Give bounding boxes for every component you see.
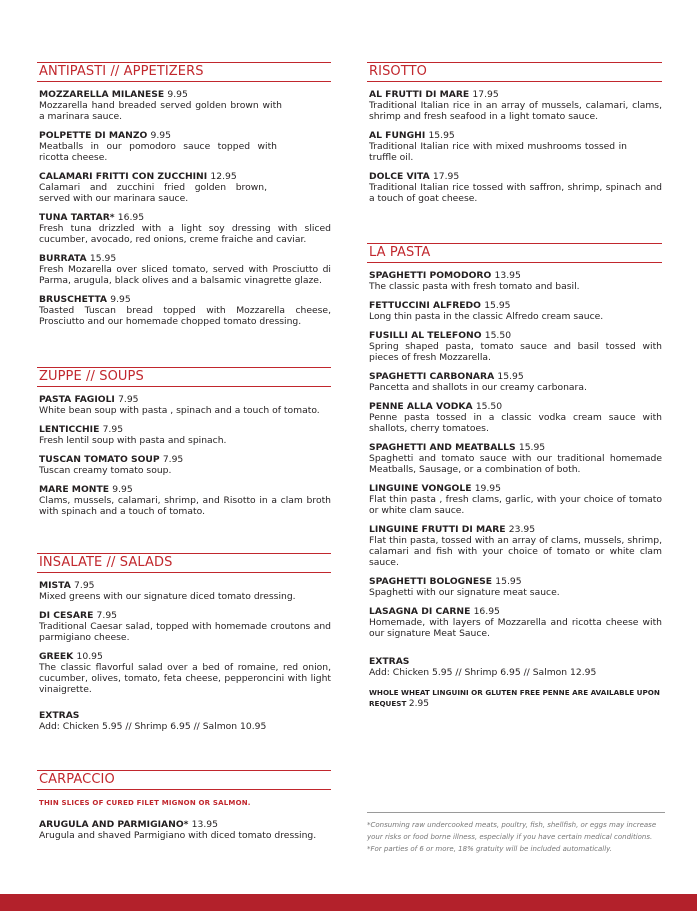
section-header	[37, 553, 331, 573]
disclaimer	[367, 812, 665, 855]
item-price: 7.95	[102, 424, 124, 435]
item-description: Fresh lentil soup with pasta and spinach.	[39, 435, 227, 446]
item-description: The classic flavorful salad over a bed of romaine, red onion, cucumber, olives, tomato, feta cheese, pepperoncini with light vinaigrette.	[39, 662, 331, 695]
item-description: Traditional Italian rice with mixed mushrooms tossed in truffle oil.	[369, 141, 627, 163]
menu-item	[37, 580, 331, 602]
menu-item	[37, 424, 331, 446]
extras-title: EXTRAS	[369, 656, 410, 667]
menu-item	[367, 606, 662, 639]
section-header	[367, 62, 662, 82]
item-name: LINGUINE VONGOLE	[369, 483, 472, 494]
item-price: 9.95	[112, 484, 133, 495]
item-name: TUNA TARTAR*	[39, 212, 115, 223]
item-description: Clams, mussels, calamari, shrimp, and Risotto in a clam broth with spinach and a touch of tomato.	[39, 495, 331, 517]
item-description: Traditional Italian rice tossed with saffron, shrimp, spinach and a touch of goat cheese.	[369, 182, 662, 204]
menu-item	[367, 130, 662, 163]
item-description: Homemade, with layers of Mozzarella and ricotta cheese with our signature Meat Sauce.	[369, 617, 662, 639]
menu-item	[367, 89, 662, 122]
menu-item	[37, 394, 331, 416]
menu-item	[367, 576, 662, 598]
item-description: Fresh Mozarella over sliced tomato, served with Prosciutto di Parma, arugula, black olives and a balsamic vinagrette glaze.	[39, 264, 331, 286]
item-name: AL FUNGHI	[369, 130, 426, 141]
menu-item	[367, 401, 662, 434]
section-header	[367, 243, 662, 263]
item-price: 13.95	[191, 819, 218, 830]
item-price: 9.95	[167, 89, 188, 100]
menu-item	[367, 270, 662, 292]
menu-item	[37, 212, 331, 245]
menu-item	[37, 651, 331, 695]
menu-item	[367, 442, 662, 475]
menu-item	[367, 483, 662, 516]
menu-item	[367, 371, 662, 393]
item-price: 15.95	[484, 300, 511, 311]
item-description: Traditional Italian rice in an array of mussels, calamari, clams, shrimp and fresh seafood in a light tomato sauce.	[369, 100, 662, 122]
item-price: 16.95	[117, 212, 145, 223]
item-name: LENTICCHIE	[39, 424, 100, 435]
footer-bar	[0, 894, 697, 911]
item-name: DI CESARE	[39, 610, 94, 621]
pasta-note	[367, 687, 662, 710]
item-description: Arugula and shaved Parmigiano with diced tomato dressing.	[39, 830, 317, 841]
menu-item	[37, 294, 331, 327]
item-description: Calamari and zucchini fried golden brown, served with our marinara sauce.	[39, 182, 267, 204]
item-price: 15.95	[518, 442, 546, 453]
item-price: 15.95	[428, 130, 455, 141]
item-description: Meatballs in our pomodoro sauce topped with ricotta cheese.	[39, 141, 277, 163]
item-description: Mozzarella hand breaded served golden brown with a marinara sauce.	[39, 100, 282, 122]
section-header	[37, 62, 331, 82]
extras-description: Add: Chicken 5.95 // Shrimp 6.95 // Salmon 12.95	[369, 667, 597, 678]
item-name: ARUGULA AND PARMIGIANO*	[39, 819, 189, 830]
item-name: BRUSCHETTA	[39, 294, 108, 305]
item-price: 17.95	[472, 89, 499, 100]
menu-item	[367, 171, 662, 204]
extras-block	[37, 710, 331, 732]
section-header	[37, 770, 331, 790]
item-name: FETTUCCINI ALFREDO	[369, 300, 481, 311]
item-price: 7.95	[74, 580, 95, 591]
section-title: CARPACCIO	[39, 772, 115, 787]
item-name: PENNE ALLA VODKA	[369, 401, 473, 412]
menu-item	[37, 484, 331, 517]
item-description: Pancetta and shallots in our creamy carbonara.	[369, 382, 587, 393]
section-title: ZUPPE // SOUPS	[39, 369, 144, 384]
section-risotto	[367, 62, 662, 204]
item-description: Tuscan creamy tomato soup.	[39, 465, 172, 476]
item-name: LASAGNA DI CARNE	[369, 606, 471, 617]
section-pasta	[367, 243, 662, 710]
item-price: 12.95	[210, 171, 237, 182]
item-price: 13.95	[494, 270, 521, 281]
item-price: 10.95	[76, 651, 103, 662]
menu-item	[37, 819, 331, 841]
item-description: Penne pasta tossed in a classic vodka cream sauce with shallots, cherry tomatoes.	[369, 412, 662, 434]
section-title: LA PASTA	[369, 245, 431, 260]
section-title: RISOTTO	[369, 64, 427, 79]
disclaimer-gratuity: *For parties of 6 or more, 18% gratuity will be included automatically.	[367, 845, 612, 853]
item-price: 16.95	[473, 606, 500, 617]
item-price: 7.95	[96, 610, 118, 621]
item-name: LINGUINE FRUTTI DI MARE	[369, 524, 506, 535]
menu-item	[37, 130, 331, 163]
item-price: 15.50	[484, 330, 512, 341]
menu-item	[367, 300, 662, 322]
item-description: Spring shaped pasta, tomato sauce and basil tossed with pieces of fresh Mozzarella.	[369, 341, 662, 363]
item-description: Flat thin pasta, tossed with an array of clams, mussels, shrimp, calamari and fish with your choice of tomato or white clam sauce.	[369, 535, 662, 568]
section-insalate	[37, 553, 331, 732]
item-description: Mixed greens with our signature diced tomato dressing.	[39, 591, 296, 602]
item-price: 23.95	[508, 524, 536, 535]
section-title: ANTIPASTI // APPETIZERS	[39, 64, 204, 79]
item-name: MOZZARELLA MILANESE	[39, 89, 165, 100]
item-name: GREEK	[39, 651, 74, 662]
item-price: 9.95	[110, 294, 131, 305]
menu-item	[37, 610, 331, 643]
item-description: Spaghetti with our signature meat sauce.	[369, 587, 560, 598]
item-price: 7.95	[162, 454, 184, 465]
item-description: Traditional Caesar salad, topped with homemade croutons and parmigiano cheese.	[39, 621, 331, 643]
menu-item	[367, 524, 662, 568]
item-description: Toasted Tuscan bread topped with Mozzarella cheese, Prosciutto and our homemade chopped tomato dressing.	[39, 305, 331, 327]
section-header	[37, 367, 331, 387]
item-price: 15.95	[89, 253, 117, 264]
item-description: Spaghetti and tomato sauce with our traditional homemade Meatballs, Sausage, or a combination of both.	[369, 453, 662, 475]
item-name: MISTA	[39, 580, 71, 591]
section-antipasti	[37, 62, 331, 327]
item-price: 15.95	[495, 576, 522, 587]
item-description: Flat thin pasta , fresh clams, garlic, with your choice of tomato or white clam sauce.	[369, 494, 662, 516]
item-description: Fresh tuna drizzled with a light soy dressing with sliced cucumber, avocado, red onions, creme fraiche and caviar.	[39, 223, 331, 245]
pasta-note-text: WHOLE WHEAT LINGUINI OR GLUTEN FREE PENNE ARE AVAILABLE UPON REQUEST	[369, 688, 660, 708]
item-name: TUSCAN TOMATO SOUP	[39, 454, 160, 465]
item-price: 7.95	[118, 394, 139, 405]
item-name: MARE MONTE	[39, 484, 109, 495]
item-name: AL FRUTTI DI MARE	[369, 89, 470, 100]
pasta-note-price: 2.95	[408, 699, 429, 709]
item-name: BURRATA	[39, 253, 87, 264]
menu-item	[37, 253, 331, 286]
item-price: 17.95	[432, 171, 460, 182]
item-name: SPAGHETTI AND MEATBALLS	[369, 442, 516, 453]
menu-item	[37, 454, 331, 476]
item-price: 15.50	[475, 401, 503, 412]
extras-block	[367, 656, 662, 678]
item-name: CALAMARI FRITTI CON ZUCCHINI	[39, 171, 208, 182]
extras-title: EXTRAS	[39, 710, 80, 721]
item-price: 19.95	[474, 483, 501, 494]
section-title: INSALATE // SALADS	[39, 555, 173, 570]
disclaimer-raw-food: *Consuming raw undercooked meats, poultry, fish, shellfish, or eggs may increase your risks or food borne illness, especially if you have certain medical conditions.	[367, 821, 657, 841]
item-name: SPAGHETTI CARBONARA	[369, 371, 495, 382]
item-price: 9.95	[150, 130, 171, 141]
section-carpaccio	[37, 770, 331, 841]
item-description: Long thin pasta in the classic Alfredo cream sauce.	[369, 311, 604, 322]
carpaccio-note: THIN SLICES OF CURED FILET MIGNON OR SALMON.	[39, 799, 251, 807]
section-zuppe	[37, 367, 331, 517]
item-name: FUSILLI AL TELEFONO	[369, 330, 482, 341]
item-name: DOLCE VITA	[369, 171, 430, 182]
item-name: SPAGHETTI BOLOGNESE	[369, 576, 493, 587]
menu-item	[37, 89, 331, 122]
item-name: PASTA FAGIOLI	[39, 394, 115, 405]
extras-description: Add: Chicken 5.95 // Shrimp 6.95 // Salmon 10.95	[39, 721, 267, 732]
item-name: POLPETTE DI MANZO	[39, 130, 148, 141]
item-description: White bean soup with pasta , spinach and a touch of tomato.	[39, 405, 320, 416]
menu-item	[367, 330, 662, 363]
item-description: The classic pasta with fresh tomato and basil.	[369, 281, 580, 292]
item-name: SPAGHETTI POMODORO	[369, 270, 492, 281]
item-price: 15.95	[497, 371, 524, 382]
menu-item	[37, 171, 331, 204]
